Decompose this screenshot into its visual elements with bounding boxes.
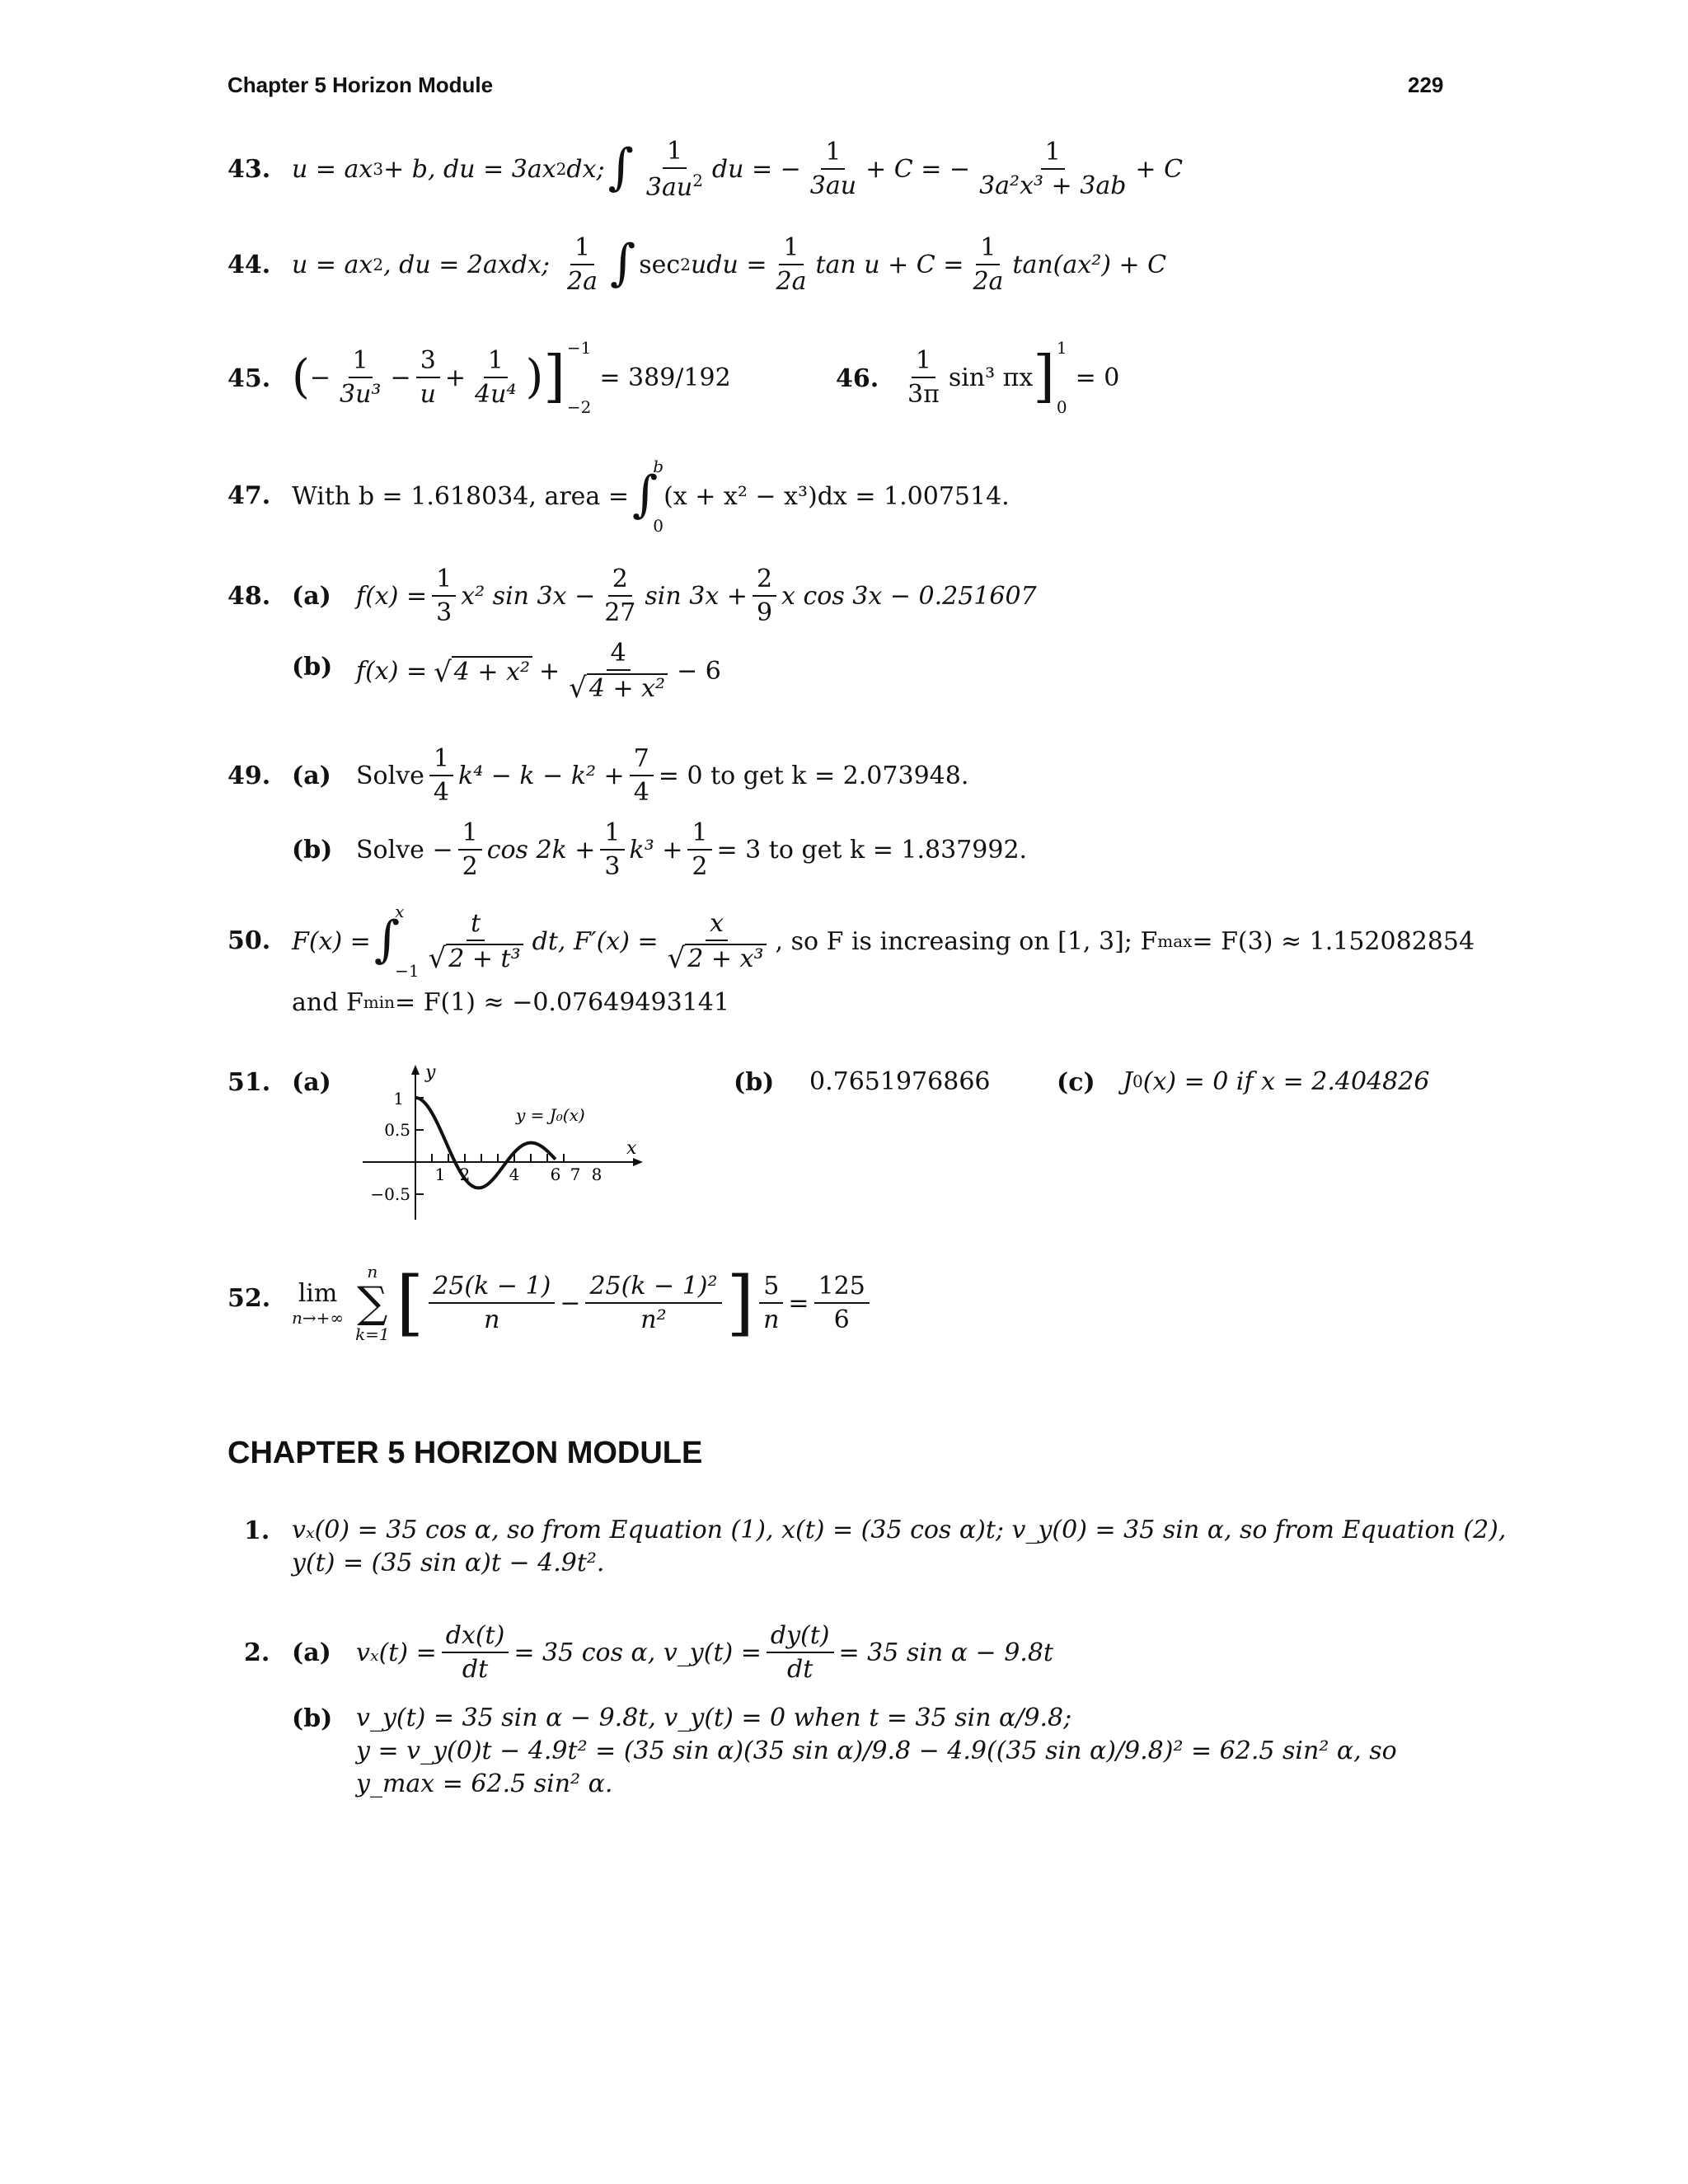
text: 3 bbox=[373, 159, 384, 179]
denominator: 3π bbox=[907, 380, 940, 409]
running-header: Chapter 5 Horizon Module bbox=[227, 73, 494, 97]
part-c-value bbox=[1123, 1065, 1429, 1098]
denominator: 9 bbox=[756, 598, 773, 627]
problem-48b-equation bbox=[356, 631, 721, 710]
problem-45-number: 45. bbox=[227, 364, 271, 393]
denominator: n bbox=[484, 1305, 500, 1334]
text: Solve − bbox=[356, 835, 453, 865]
text: , du = 2axdx; bbox=[383, 250, 551, 279]
text: sin 3x + bbox=[645, 581, 748, 611]
denominator: 4 bbox=[633, 778, 649, 807]
numerator: 7 bbox=[630, 745, 654, 776]
part-b-label: (b) bbox=[292, 653, 333, 682]
numerator: 25(k − 1)² bbox=[585, 1272, 721, 1304]
text: min bbox=[363, 992, 396, 1012]
text: F(x) = bbox=[292, 926, 371, 956]
fraction bbox=[814, 1272, 870, 1333]
radicand: 4 + x² bbox=[452, 656, 532, 687]
text: − bbox=[309, 363, 331, 392]
denominator bbox=[663, 941, 771, 973]
text: With b = 1.618034, area = bbox=[292, 481, 629, 511]
text: Solve bbox=[356, 761, 424, 790]
text: + C bbox=[1135, 154, 1184, 184]
text: − bbox=[390, 363, 411, 392]
problem-47-number: 47. bbox=[227, 481, 271, 510]
part-a-label: (a) bbox=[292, 1068, 331, 1097]
text: y = v_y(0)t − 4.9t² = (35 sin α)(35 sin α)/9.8 − 4.9((35 sin α)/9.8)² = 62.5 sin² α, so bbox=[356, 1736, 1397, 1765]
square-root bbox=[428, 941, 523, 975]
problem-50-line-2 bbox=[292, 986, 729, 1019]
text: u = ax bbox=[292, 154, 373, 184]
part-a-label: (a) bbox=[292, 1638, 331, 1667]
text: cos 2k + bbox=[486, 835, 596, 865]
part-b-label: (b) bbox=[734, 1068, 775, 1097]
text: = 0 bbox=[1075, 363, 1120, 392]
numerator: 25(k − 1) bbox=[429, 1272, 555, 1304]
text: vₓ(0) = 35 cos α, so from Equation (1), x(t) = (35 cos α)t; v_y(0) = 35 sin α, so from Equation (2), bbox=[292, 1515, 1507, 1544]
horizon-1-number: 1. bbox=[244, 1516, 270, 1545]
limit bbox=[292, 1279, 344, 1328]
numerator: 2 bbox=[753, 565, 776, 597]
fraction bbox=[335, 347, 385, 408]
denominator: 2a bbox=[567, 267, 598, 296]
denominator: 3au bbox=[809, 171, 857, 200]
numerator: dx(t) bbox=[442, 1622, 509, 1653]
radicand: 4 + x² bbox=[587, 673, 668, 702]
numerator: t bbox=[467, 910, 485, 941]
radical-sign: √ bbox=[667, 941, 686, 975]
horizon-2a-equation bbox=[356, 1615, 1053, 1690]
evaluation-limits bbox=[567, 338, 591, 417]
denominator bbox=[642, 169, 707, 201]
denominator bbox=[565, 671, 672, 703]
curve-label: y = J₀(x) bbox=[516, 1105, 585, 1125]
numerator: 3 bbox=[416, 347, 440, 378]
denominator: 2 bbox=[692, 852, 708, 881]
horizon-2-number: 2. bbox=[244, 1638, 270, 1667]
summation bbox=[355, 1262, 390, 1344]
text: vₓ(t) = bbox=[356, 1638, 437, 1667]
text: (x + x² − x³)dx = 1.007514. bbox=[663, 481, 1010, 511]
fraction bbox=[806, 138, 860, 199]
radical-sign: √ bbox=[434, 655, 452, 689]
fraction bbox=[753, 565, 776, 626]
square-root bbox=[434, 656, 532, 687]
denominator: 3 bbox=[436, 598, 452, 627]
part-a-label: (a) bbox=[292, 582, 331, 611]
numerator: 1 bbox=[687, 819, 711, 851]
horizon-1-line-1 bbox=[292, 1513, 1506, 1546]
text: 0 bbox=[1132, 1071, 1143, 1091]
numerator: 5 bbox=[759, 1272, 783, 1304]
part-b-label: (b) bbox=[292, 1704, 333, 1733]
numerator: 4 bbox=[607, 640, 631, 671]
text: 2 bbox=[556, 159, 567, 179]
problem-48-number: 48. bbox=[227, 582, 271, 611]
upper-limit: b bbox=[653, 457, 664, 476]
fraction bbox=[565, 640, 672, 703]
text: sec bbox=[639, 250, 681, 279]
fraction bbox=[432, 565, 456, 626]
text: udu = bbox=[690, 250, 767, 279]
text: J bbox=[1123, 1066, 1133, 1096]
integral-sign: ∫ bbox=[373, 911, 401, 968]
text: 2 bbox=[692, 170, 703, 190]
sum-upper: n bbox=[367, 1262, 378, 1282]
fraction bbox=[642, 138, 707, 201]
text: k⁴ − k − k² + bbox=[458, 761, 625, 790]
denominator: 2 bbox=[462, 852, 478, 881]
problem-47-equation bbox=[292, 455, 1010, 537]
left-bracket: [ bbox=[396, 1262, 424, 1344]
horizon-2b-line-2 bbox=[356, 1734, 1397, 1767]
integral-sign: ∫ bbox=[607, 138, 634, 196]
problem-43-equation bbox=[292, 132, 1183, 206]
text: f(x) = bbox=[356, 581, 428, 611]
part-a-label: (a) bbox=[292, 762, 331, 790]
radical-sign: √ bbox=[428, 941, 447, 975]
page-number: 229 bbox=[1408, 73, 1444, 97]
text: u = ax bbox=[292, 250, 373, 279]
fraction bbox=[424, 910, 528, 973]
x-tick-label: 8 bbox=[591, 1165, 603, 1184]
radical-sign: √ bbox=[569, 671, 587, 705]
numerator: 1 bbox=[663, 138, 687, 169]
numerator: 1 bbox=[976, 234, 1000, 265]
problem-51-number: 51. bbox=[227, 1068, 271, 1097]
fraction bbox=[471, 347, 520, 408]
part-c-label: (c) bbox=[1057, 1068, 1095, 1097]
text: f(x) = bbox=[356, 656, 428, 686]
problem-43-number: 43. bbox=[227, 155, 271, 184]
denominator: 3u³ bbox=[340, 380, 382, 409]
text: , so F is increasing on [1, 3]; F bbox=[775, 926, 1158, 956]
text: sin³ πx bbox=[948, 363, 1034, 392]
upper-limit: 1 bbox=[1056, 338, 1067, 358]
denominator: 2a bbox=[776, 267, 807, 296]
part-b-label: (b) bbox=[292, 836, 333, 865]
fraction bbox=[458, 819, 482, 880]
fraction bbox=[903, 347, 944, 408]
y-axis-label: y bbox=[425, 1063, 436, 1083]
lim-text: lim bbox=[298, 1278, 338, 1308]
fraction bbox=[687, 819, 711, 880]
right-bracket: ] bbox=[543, 344, 565, 410]
denominator bbox=[424, 941, 528, 973]
problem-50-number: 50. bbox=[227, 926, 271, 955]
evaluation-limits bbox=[1057, 338, 1067, 417]
numerator: 1 bbox=[432, 565, 456, 597]
text: du = − bbox=[711, 154, 801, 184]
lower-limit: −1 bbox=[395, 961, 420, 981]
x-tick-label: 2 bbox=[459, 1165, 471, 1184]
fraction bbox=[429, 1272, 555, 1333]
integral-sign: ∫ bbox=[631, 466, 659, 523]
text: = F(1) ≈ −0.07649493141 bbox=[395, 987, 729, 1017]
numerator: 1 bbox=[484, 347, 508, 378]
denominator: n bbox=[763, 1305, 780, 1334]
upper-limit: −1 bbox=[566, 338, 592, 358]
problem-44-equation bbox=[292, 227, 1166, 302]
radicand: 2 + t³ bbox=[446, 944, 523, 972]
y-tick-label: −0.5 bbox=[370, 1184, 410, 1204]
y-tick-label: 1 bbox=[393, 1089, 404, 1108]
right-bracket: ] bbox=[1033, 344, 1055, 410]
problem-46-equation bbox=[898, 335, 1119, 420]
problem-49b-equation bbox=[356, 813, 1027, 887]
denominator: 27 bbox=[604, 598, 636, 627]
text: − 6 bbox=[677, 656, 721, 686]
text: 0.7651976866 bbox=[809, 1066, 991, 1096]
x-tick-label: 7 bbox=[570, 1165, 581, 1184]
right-paren: ) bbox=[525, 350, 544, 404]
text: max bbox=[1157, 931, 1193, 951]
sigma-sign: ∑ bbox=[357, 1278, 388, 1328]
text: = 35 sin α − 9.8t bbox=[838, 1638, 1053, 1667]
text: + b, du = 3ax bbox=[383, 154, 556, 184]
denominator: 6 bbox=[833, 1305, 850, 1334]
text: x² sin 3x − bbox=[461, 581, 596, 611]
denominator: dt bbox=[462, 1655, 489, 1684]
problem-52-equation bbox=[292, 1258, 874, 1348]
text: (x) = 0 if x = 2.404826 bbox=[1142, 1066, 1430, 1096]
denominator: 2a bbox=[973, 267, 1004, 296]
x-tick-label: 1 bbox=[434, 1165, 446, 1184]
left-paren: ( bbox=[292, 350, 310, 404]
square-root bbox=[569, 671, 668, 705]
text: = bbox=[788, 1288, 809, 1318]
denominator: 3a²x³ + 3ab bbox=[979, 171, 1127, 200]
text: and F bbox=[292, 987, 363, 1017]
problem-49-number: 49. bbox=[227, 762, 271, 790]
text: x cos 3x − 0.251607 bbox=[781, 581, 1037, 611]
text: tan u + C = bbox=[815, 250, 964, 279]
numerator: dy(t) bbox=[767, 1622, 834, 1653]
horizon-2b-line-3 bbox=[356, 1767, 612, 1800]
text: y_max = 62.5 sin² α. bbox=[356, 1769, 613, 1798]
x-tick-label: 6 bbox=[550, 1165, 561, 1184]
fraction bbox=[442, 1622, 509, 1683]
numerator: 1 bbox=[349, 347, 373, 378]
numerator: 125 bbox=[814, 1272, 870, 1304]
text: + C = − bbox=[865, 154, 971, 184]
numerator: 1 bbox=[600, 819, 624, 851]
fraction bbox=[759, 1272, 783, 1333]
problem-50-equation bbox=[292, 898, 1475, 984]
fraction bbox=[767, 1622, 834, 1683]
text: = 3 to get k = 1.837992. bbox=[716, 835, 1028, 865]
y-axis-arrow bbox=[411, 1065, 420, 1075]
lower-limit: 0 bbox=[653, 516, 663, 536]
fraction bbox=[968, 234, 1007, 295]
numerator: 1 bbox=[779, 234, 803, 265]
problem-46-number: 46. bbox=[836, 364, 879, 393]
numerator: 1 bbox=[821, 138, 845, 170]
lower-limit: −2 bbox=[566, 397, 592, 417]
fraction bbox=[663, 910, 771, 973]
text: dt, F′(x) = bbox=[532, 926, 659, 956]
text: tan(ax²) + C bbox=[1012, 250, 1167, 279]
section-title: CHAPTER 5 HORIZON MODULE bbox=[227, 1436, 703, 1470]
sum-lower: k=1 bbox=[355, 1324, 390, 1344]
text: dx; bbox=[566, 154, 605, 184]
numerator: 1 bbox=[1041, 138, 1065, 170]
text: + bbox=[444, 363, 467, 392]
text: 3au bbox=[645, 172, 693, 202]
fraction bbox=[600, 819, 624, 880]
denominator: 4u⁴ bbox=[475, 380, 517, 409]
integral-sign: ∫ bbox=[610, 234, 636, 292]
denominator: dt bbox=[787, 1655, 814, 1684]
numerator: 1 bbox=[458, 819, 482, 851]
radicand: 2 + x³ bbox=[685, 944, 766, 972]
text: = F(3) ≈ 1.152082854 bbox=[1192, 926, 1475, 956]
text: v_y(t) = 35 sin α − 9.8t, v_y(t) = 0 when t = 35 sin α/9.8; bbox=[356, 1703, 1072, 1732]
text: = 0 to get k = 2.073948. bbox=[658, 761, 969, 790]
lower-limit: 0 bbox=[1056, 397, 1067, 417]
part-b-value bbox=[809, 1065, 991, 1098]
text: = 35 cos α, v_y(t) = bbox=[513, 1638, 762, 1667]
fraction bbox=[975, 138, 1130, 199]
denominator: 3 bbox=[604, 852, 621, 881]
x-tick-label: 4 bbox=[509, 1165, 520, 1184]
text: = 389/192 bbox=[599, 363, 731, 392]
horizon-2b-line-1 bbox=[356, 1701, 1071, 1734]
fraction bbox=[630, 745, 654, 806]
horizon-1-line-2 bbox=[292, 1546, 604, 1579]
fraction bbox=[585, 1272, 721, 1333]
text: y(t) = (35 sin α)t − 4.9t². bbox=[292, 1548, 605, 1577]
problem-44-number: 44. bbox=[227, 251, 271, 279]
text: 2 bbox=[373, 255, 384, 274]
bessel-graph bbox=[354, 1063, 651, 1228]
numerator: 2 bbox=[608, 565, 632, 597]
fraction bbox=[600, 565, 640, 626]
fraction bbox=[563, 234, 602, 295]
square-root bbox=[667, 941, 767, 975]
numerator: 1 bbox=[912, 347, 935, 378]
problem-48a-equation bbox=[356, 559, 1037, 633]
fraction bbox=[416, 347, 440, 408]
text: + bbox=[539, 656, 560, 686]
problem-52-number: 52. bbox=[227, 1284, 271, 1313]
numerator: x bbox=[706, 910, 728, 941]
upper-limit: x bbox=[395, 902, 405, 921]
text: − bbox=[560, 1288, 581, 1318]
lim-subscript: n→+∞ bbox=[292, 1307, 345, 1328]
right-bracket: ] bbox=[726, 1262, 755, 1344]
denominator: u bbox=[420, 380, 436, 409]
y-tick-label: 0.5 bbox=[384, 1120, 410, 1140]
denominator: 4 bbox=[433, 778, 450, 807]
problem-49a-equation bbox=[356, 738, 968, 813]
fraction bbox=[429, 745, 453, 806]
x-axis-label: x bbox=[626, 1138, 637, 1159]
denominator: n² bbox=[640, 1305, 667, 1334]
text: 2 bbox=[680, 255, 691, 274]
x-axis-arrow bbox=[633, 1158, 643, 1166]
text: k³ + bbox=[629, 835, 683, 865]
fraction bbox=[771, 234, 810, 295]
numerator: 1 bbox=[570, 234, 594, 265]
numerator: 1 bbox=[429, 745, 453, 776]
problem-45-equation bbox=[292, 335, 731, 420]
